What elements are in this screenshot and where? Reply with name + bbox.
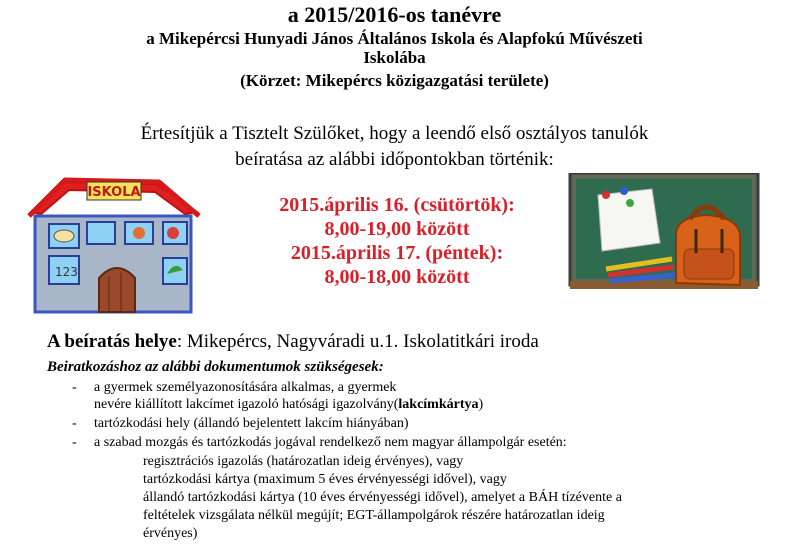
documents-heading-colon: : <box>378 359 384 375</box>
sublist-item-permanent-card-end: érvényes) <box>143 526 198 541</box>
enrollment-place-label: A beíratás helye <box>47 331 177 352</box>
list-bullet-2: - <box>72 416 77 431</box>
intro-line1: Értesítjük a Tisztelt Szülőket, hogy a leendő első osztályos tanulók <box>140 123 649 144</box>
list-item-address-card-text: nevére kiállított lakcímet igazoló hatósági igazolvány( <box>94 397 399 412</box>
list-item-foreign-citizen: a szabad mozgás és tartózkodás jogával rendelkező nem magyar állampolgár esetén: <box>94 435 567 450</box>
date-april-16: 2015.április 16. (csütörtök): <box>279 194 515 216</box>
list-item-address-card-end: ) <box>478 397 484 412</box>
school-sign-text: ISKOLA <box>87 185 141 200</box>
time-april-17: 8,00-18,00 között <box>324 266 470 288</box>
heading-school-name-line2: Iskolába <box>363 48 426 67</box>
list-item-address-card-bold: lakcímkártya <box>398 397 479 412</box>
intro-text <box>0 121 789 173</box>
heading-school-year: a 2015/2016-os tanévre <box>287 2 502 27</box>
svg-text:123: 123 <box>55 265 78 279</box>
sublist-item-residence-card: tartózkodási kártya (maximum 5 éves érvényességi idővel), vagy <box>143 472 507 487</box>
list-item-id-document: a gyermek személyazonosítására alkalmas, a gyermek <box>94 380 397 395</box>
sublist-item-permanent-card-cont: feltételek vizsgálata nélkül megújít; EGT-állampolgárok részére határozatlan ideig <box>143 508 605 523</box>
school-drawing-image <box>25 176 201 314</box>
sublist-item-permanent-card: állandó tartózkodási kártya (10 éves érvényességi idővel), amelyet a BÁH tízévente a <box>143 490 622 505</box>
documents-heading <box>47 359 384 376</box>
enrollment-place <box>47 331 539 353</box>
blackboard-image <box>566 173 762 297</box>
heading-school-name-line1: a Mikepércsi Hunyadi János Általános Iskola és Alapfokú Művészeti <box>146 29 643 48</box>
documents-heading-text: Beiratkozáshoz az alábbi dokumentumok szükségesek <box>47 359 379 375</box>
heading-school-name <box>0 29 789 67</box>
list-bullet-3: - <box>72 435 77 450</box>
list-bullet-1: - <box>72 380 77 395</box>
enrollment-place-value: : Mikepércs, Nagyváradi u.1. Iskolatitkári iroda <box>176 331 539 352</box>
sublist-item-registration: regisztrációs igazolás (határozatlan ideig érvényes), vagy <box>143 454 464 469</box>
date-april-17: 2015.április 17. (péntek): <box>290 242 504 264</box>
intro-line2: beíratása az alábbi időpontokban történik: <box>235 149 554 170</box>
heading-district: (Körzet: Mikepércs közigazgatási területe) <box>240 71 549 90</box>
time-april-16: 8,00-19,00 között <box>324 218 470 240</box>
list-item-address-card <box>94 396 483 413</box>
list-item-residence: tartózkodási hely (állandó bejelentett lakcím hiányában) <box>94 416 409 431</box>
